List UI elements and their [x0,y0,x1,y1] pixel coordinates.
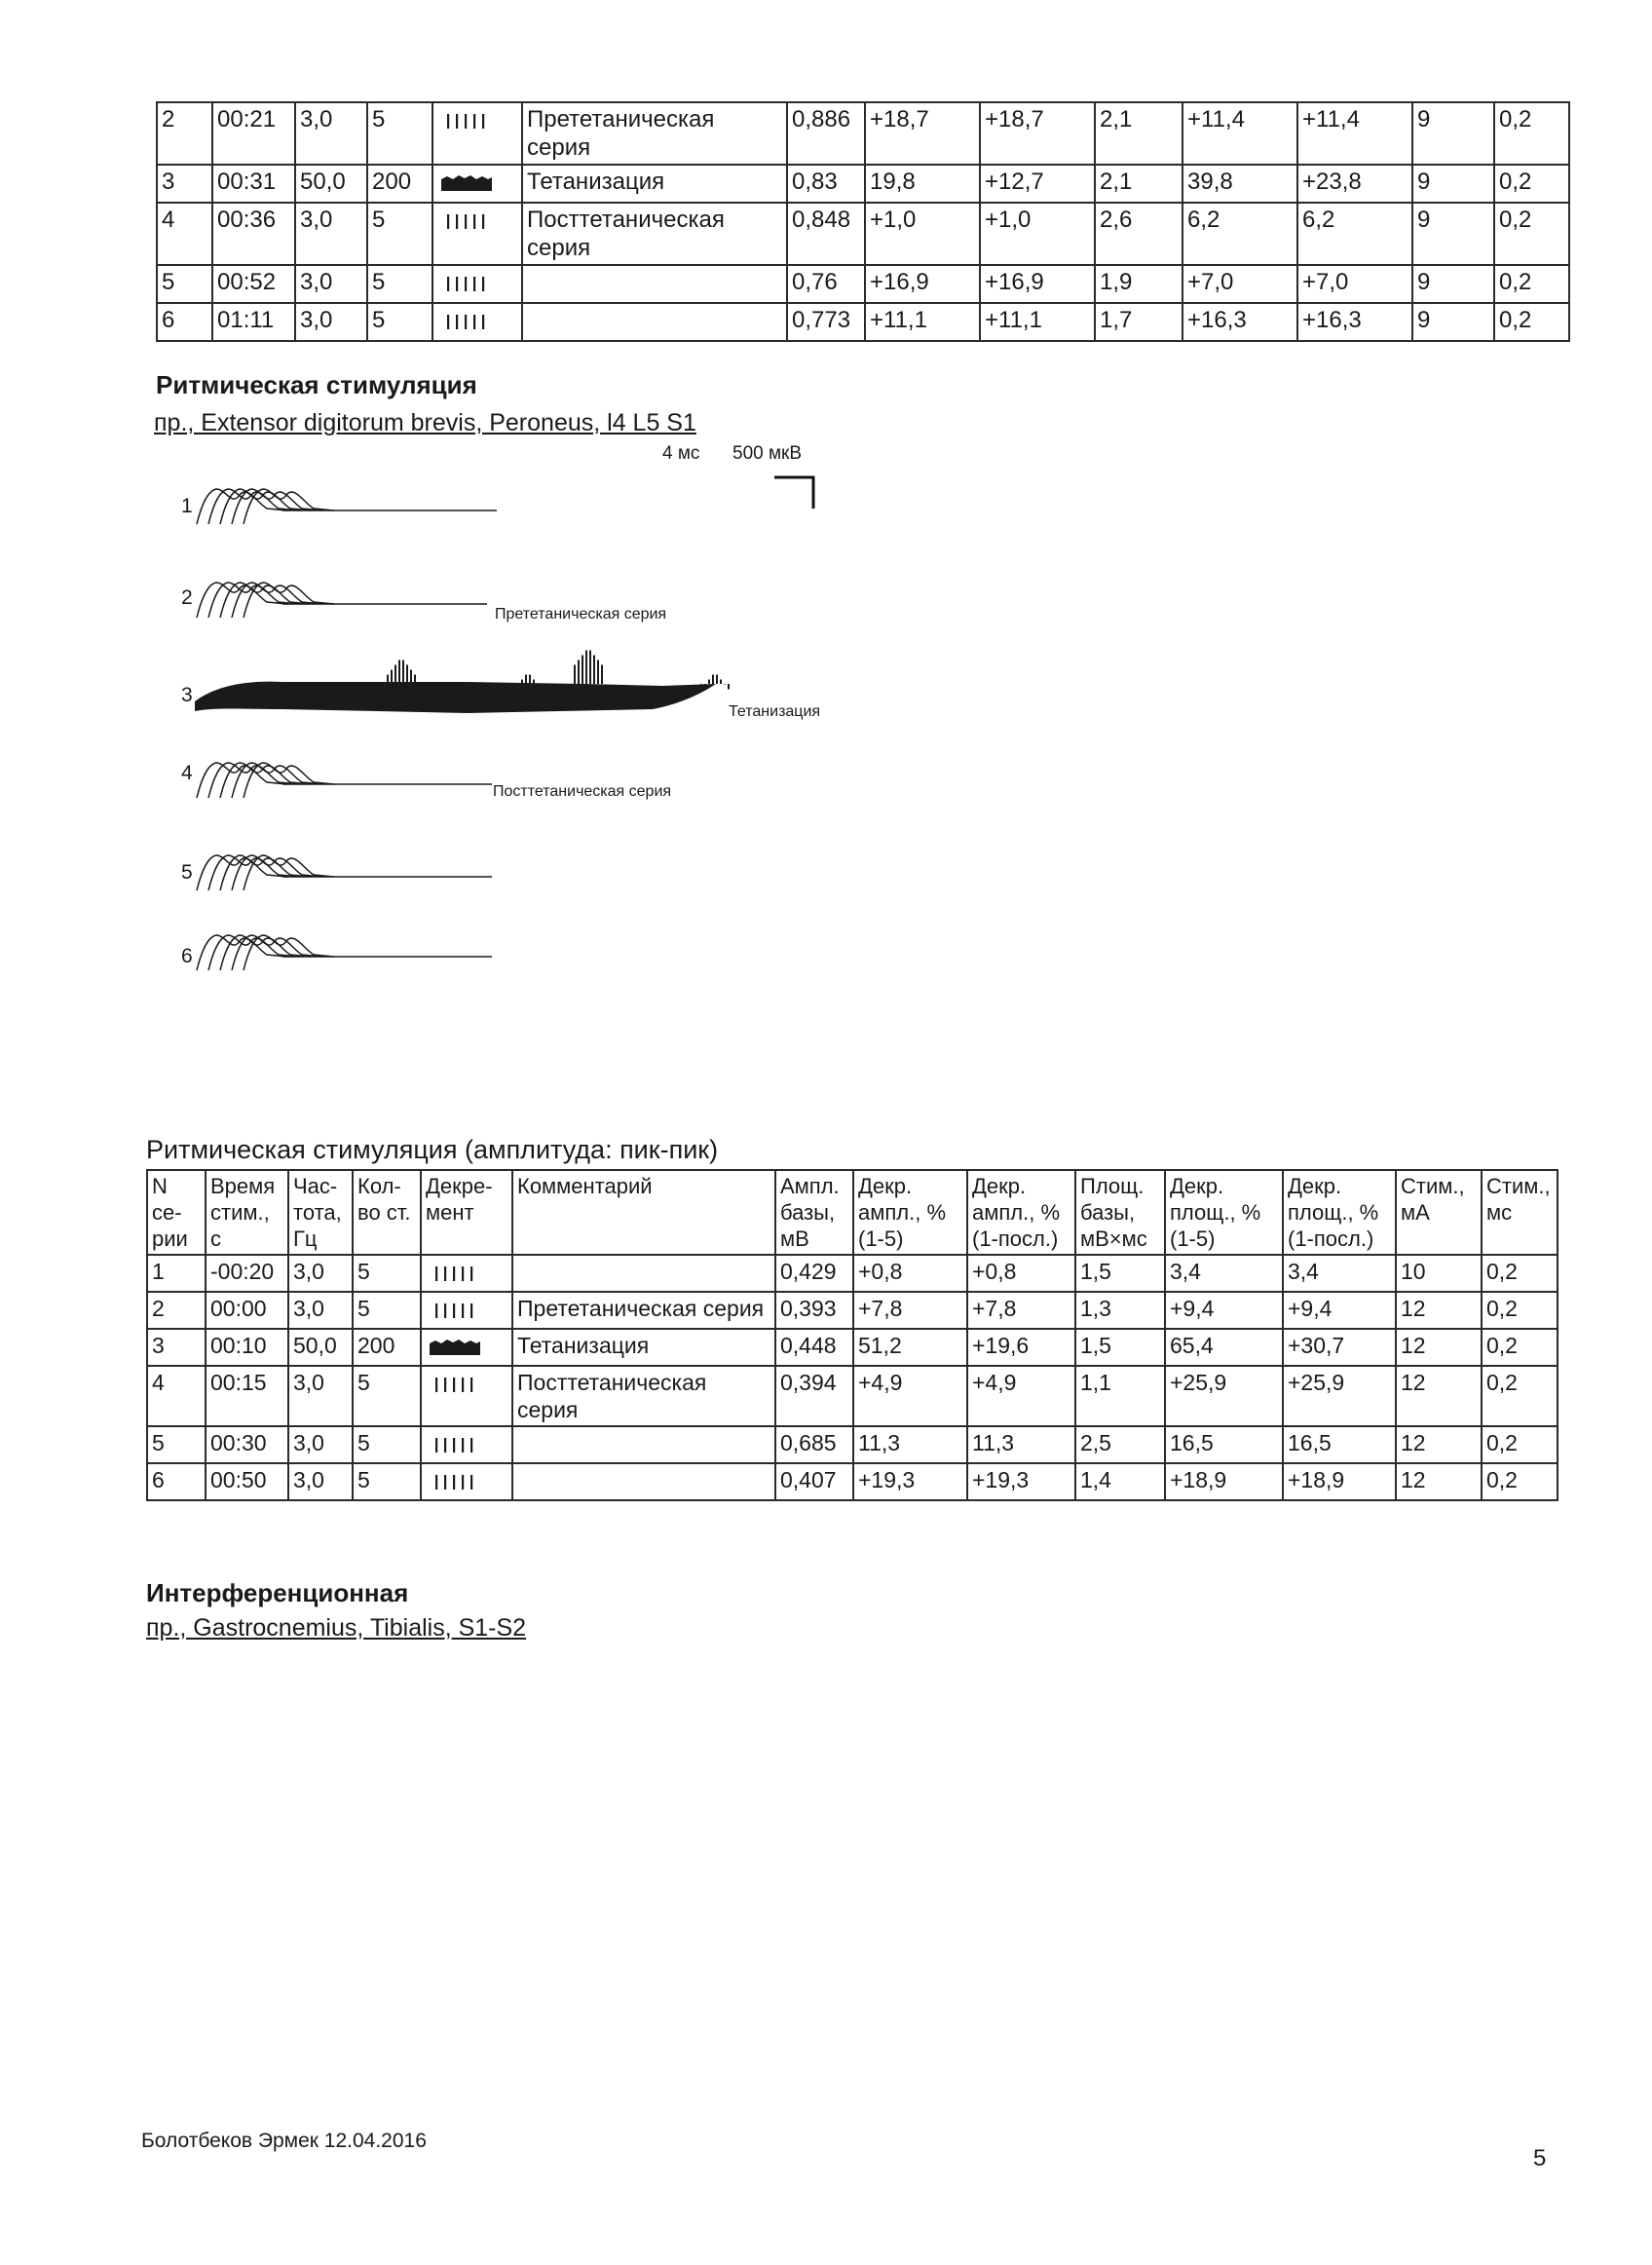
cell-series-n: 2 [147,1292,206,1329]
cell-count: 5 [353,1255,421,1292]
cell-stim-ms: 0,2 [1482,1329,1558,1366]
cell-series-n: 4 [147,1366,206,1426]
tetanic-block-icon [426,1338,484,1357]
cell-comment: Прететаническая серия [522,102,787,165]
cell-decr-ampl-1-5: +7,8 [853,1292,967,1329]
cell-area: 1,9 [1095,265,1183,303]
cell-series-n: 6 [147,1463,206,1500]
cell-decrement [421,1329,512,1366]
cell-stim-ma: 12 [1396,1366,1482,1426]
cell-stim-ma: 9 [1412,265,1494,303]
column-header: N се-рии [147,1170,206,1255]
table-header-row [147,1170,1558,1255]
cell-time: 00:10 [206,1329,288,1366]
cell-decrement [421,1366,512,1426]
scale-time-label: 4 мс [662,443,700,464]
cell-decr-ampl-1-5: +19,3 [853,1463,967,1500]
column-header: Стим., мА [1396,1170,1482,1255]
cell-decr-ampl-1-last: +16,9 [980,265,1095,303]
cell-frequency: 3,0 [288,1292,353,1329]
trace-4-wave [244,763,334,798]
cell-decr-area-1-5: +9,4 [1165,1292,1283,1329]
trace-1-wave [244,489,334,524]
scale-amplitude-label: 500 мкВ [732,443,803,464]
cell-count: 200 [367,165,432,203]
cell-decr-ampl-1-last: +7,8 [967,1292,1075,1329]
cell-decr-area-1-last: +18,9 [1283,1463,1396,1500]
column-header: Ампл. базы, мВ [775,1170,853,1255]
cell-decr-area-1-last: +16,3 [1297,303,1412,341]
cell-decr-ampl-1-5: 51,2 [853,1329,967,1366]
table-row [147,1426,1558,1463]
cell-frequency: 3,0 [288,1366,353,1426]
trace-area [175,477,857,994]
trace-number-2: 2 [181,586,193,609]
cell-decr-ampl-1-5: +1,0 [865,203,980,265]
section-title-rhythmic: Ритмическая стимуляция [156,370,477,399]
cell-decrement [432,203,522,265]
cell-decr-area-1-5: 39,8 [1183,165,1297,203]
cell-stim-ma: 9 [1412,303,1494,341]
cell-series-n: 1 [147,1255,206,1292]
cell-decr-area-1-5: 6,2 [1183,203,1297,265]
cell-count: 5 [367,303,432,341]
cell-count: 5 [367,265,432,303]
top-table-body [157,102,1569,341]
cell-decr-area-1-last: 16,5 [1283,1426,1396,1463]
cell-stim-ma: 12 [1396,1463,1482,1500]
cell-stim-ma: 10 [1396,1255,1482,1292]
cell-stim-ms: 0,2 [1494,102,1569,165]
cell-count: 200 [353,1329,421,1366]
cell-comment: Тетанизация [512,1329,775,1366]
stimulus-train-icon [426,1301,484,1320]
cell-stim-ma: 9 [1412,165,1494,203]
cell-series-n: 5 [147,1426,206,1463]
cell-amplitude: 0,407 [775,1463,853,1500]
tetanic-block-icon [437,173,496,193]
table-row [147,1292,1558,1329]
stimulus-train-icon [426,1472,484,1491]
trace-2-wave [244,583,334,618]
cell-decr-area-1-last: +23,8 [1297,165,1412,203]
cell-stim-ms: 0,2 [1494,165,1569,203]
cell-stim-ma: 9 [1412,102,1494,165]
cell-stim-ms: 0,2 [1494,203,1569,265]
cell-series-n: 5 [157,265,212,303]
stimulus-train-icon [437,274,496,293]
cell-decr-area-1-5: 3,4 [1165,1255,1283,1292]
cell-decrement [421,1426,512,1463]
section2-title: Ритмическая стимуляция (амплитуда: пик-пик) [146,1135,719,1164]
cell-area: 1,4 [1075,1463,1165,1500]
cell-time: 00:36 [212,203,295,265]
cell-time: 00:31 [212,165,295,203]
table-row [147,1463,1558,1500]
cell-amplitude: 0,685 [775,1426,853,1463]
cell-decr-area-1-5: +25,9 [1165,1366,1283,1426]
cell-decrement [421,1255,512,1292]
cell-time: 00:00 [206,1292,288,1329]
cell-frequency: 50,0 [288,1329,353,1366]
cell-decr-ampl-1-5: +4,9 [853,1366,967,1426]
section-subtitle-muscle: пр., Extensor digitorum brevis, Peroneus, l4 L5 S1 [154,409,696,436]
cell-decr-ampl-1-5: +0,8 [853,1255,967,1292]
cell-time: 00:30 [206,1426,288,1463]
cell-decrement [432,303,522,341]
cell-amplitude: 0,76 [787,265,865,303]
cell-frequency: 3,0 [288,1255,353,1292]
cell-frequency: 3,0 [295,265,367,303]
column-header: Стим., мс [1482,1170,1558,1255]
cell-comment [512,1426,775,1463]
cell-frequency: 3,0 [295,102,367,165]
cell-area: 2,6 [1095,203,1183,265]
cell-decr-area-1-5: +16,3 [1183,303,1297,341]
cell-stim-ma: 12 [1396,1292,1482,1329]
cell-comment: Посттетаническая серия [522,203,787,265]
cell-stim-ma: 12 [1396,1329,1482,1366]
cell-amplitude: 0,886 [787,102,865,165]
cell-decrement [421,1292,512,1329]
cell-stim-ms: 0,2 [1482,1463,1558,1500]
cell-decr-area-1-last: 3,4 [1283,1255,1396,1292]
cell-count: 5 [353,1426,421,1463]
cell-comment: Прететаническая серия [512,1292,775,1329]
cell-count: 5 [353,1292,421,1329]
column-header: Декр. ампл., % (1-посл.) [967,1170,1075,1255]
cell-area: 1,5 [1075,1255,1165,1292]
cell-comment: Посттетаническая серия [512,1366,775,1426]
table-row [147,1329,1558,1366]
stimulus-train-icon [426,1435,484,1454]
cell-decr-area-1-5: +11,4 [1183,102,1297,165]
cell-count: 5 [353,1366,421,1426]
top-results-table [156,101,1570,342]
cell-stim-ma: 9 [1412,203,1494,265]
cell-decr-ampl-1-last: +12,7 [980,165,1095,203]
trace-number-6: 6 [181,945,193,967]
cell-decrement [432,165,522,203]
cell-area: 1,5 [1075,1329,1165,1366]
column-header: Час-тота, Гц [288,1170,353,1255]
trace-label-pretetanic: Прететаническая серия [495,606,667,623]
table-row [157,102,1569,165]
trace-number-5: 5 [181,861,193,884]
table-row [157,265,1569,303]
cell-area: 1,1 [1075,1366,1165,1426]
cell-time: 00:50 [206,1463,288,1500]
cell-time: -00:20 [206,1255,288,1292]
cell-stim-ms: 0,2 [1482,1366,1558,1426]
stimulus-train-icon [437,111,496,131]
cell-decr-area-1-5: +18,9 [1165,1463,1283,1500]
cell-decr-area-1-last: 6,2 [1297,203,1412,265]
cell-decr-area-1-last: +7,0 [1297,265,1412,303]
stimulus-train-icon [426,1264,484,1283]
peak-to-peak-results-table [146,1169,1558,1501]
trace-number-1: 1 [181,495,193,517]
cell-decr-area-1-last: +9,4 [1283,1292,1396,1329]
table-row [157,203,1569,265]
trace-label-posttetanic: Посттетаническая серия [493,783,672,800]
cell-count: 5 [367,203,432,265]
cell-frequency: 3,0 [295,303,367,341]
cell-area: 2,1 [1095,102,1183,165]
trace-5-wave [244,855,334,890]
cell-decr-area-1-5: 16,5 [1165,1426,1283,1463]
footer-author-date: Болотбеков Эрмек 12.04.2016 [141,2130,427,2152]
cell-stim-ms: 0,2 [1494,265,1569,303]
cell-frequency: 3,0 [288,1463,353,1500]
cell-decr-ampl-1-last: +11,1 [980,303,1095,341]
cell-area: 2,1 [1095,165,1183,203]
cell-decr-ampl-1-last: +18,7 [980,102,1095,165]
cell-amplitude: 0,448 [775,1329,853,1366]
peak-table-body [147,1170,1558,1500]
cell-decr-ampl-1-5: +16,9 [865,265,980,303]
cell-decr-area-1-last: +11,4 [1297,102,1412,165]
cell-comment [522,303,787,341]
cell-frequency: 50,0 [295,165,367,203]
cell-decr-area-1-last: +25,9 [1283,1366,1396,1426]
cell-stim-ms: 0,2 [1482,1255,1558,1292]
cell-decr-ampl-1-last: +0,8 [967,1255,1075,1292]
column-header: Комментарий [512,1170,775,1255]
section-subtitle-interference: пр., Gastrocnemius, Tibialis, S1-S2 [146,1614,527,1642]
column-header: Площ. базы, мВ×мс [1075,1170,1165,1255]
cell-area: 1,3 [1075,1292,1165,1329]
cell-count: 5 [353,1463,421,1500]
table-row [157,303,1569,341]
table-row [147,1255,1558,1292]
column-header: Декре-мент [421,1170,512,1255]
cell-time: 00:15 [206,1366,288,1426]
cell-amplitude: 0,848 [787,203,865,265]
stimulus-train-icon [426,1375,484,1394]
cell-decr-ampl-1-5: 11,3 [853,1426,967,1463]
cell-decr-area-1-last: +30,7 [1283,1329,1396,1366]
cell-decrement [432,265,522,303]
cell-decr-ampl-1-last: +19,3 [967,1463,1075,1500]
cell-comment [512,1255,775,1292]
stimulus-train-icon [437,211,496,231]
cell-decr-ampl-1-last: +4,9 [967,1366,1075,1426]
cell-frequency: 3,0 [288,1426,353,1463]
cell-stim-ms: 0,2 [1494,303,1569,341]
cell-decrement [432,102,522,165]
cell-time: 01:11 [212,303,295,341]
trace-number-4: 4 [181,762,193,784]
trace-number-3: 3 [181,684,193,706]
cell-series-n: 2 [157,102,212,165]
cell-decr-ampl-1-last: +19,6 [967,1329,1075,1366]
table-row [147,1366,1558,1426]
table-row [157,165,1569,203]
cell-decr-area-1-5: 65,4 [1165,1329,1283,1366]
cell-decr-ampl-1-last: 11,3 [967,1426,1075,1463]
cell-series-n: 4 [157,203,212,265]
cell-comment [512,1463,775,1500]
cell-amplitude: 0,393 [775,1292,853,1329]
cell-amplitude: 0,83 [787,165,865,203]
column-header: Время стим., с [206,1170,288,1255]
column-header: Кол-во ст. [353,1170,421,1255]
column-header: Декр. площ., % (1-посл.) [1283,1170,1396,1255]
cell-decr-area-1-5: +7,0 [1183,265,1297,303]
page-number: 5 [1533,2145,1547,2171]
cell-amplitude: 0,773 [787,303,865,341]
cell-series-n: 3 [157,165,212,203]
cell-stim-ma: 12 [1396,1426,1482,1463]
cell-frequency: 3,0 [295,203,367,265]
cell-time: 00:52 [212,265,295,303]
cell-comment: Тетанизация [522,165,787,203]
cell-decr-ampl-1-5: 19,8 [865,165,980,203]
cell-decr-ampl-1-5: +11,1 [865,303,980,341]
cell-series-n: 3 [147,1329,206,1366]
cell-amplitude: 0,429 [775,1255,853,1292]
cell-amplitude: 0,394 [775,1366,853,1426]
trace-label-tetanization: Тетанизация [729,703,821,720]
cell-area: 1,7 [1095,303,1183,341]
cell-area: 2,5 [1075,1426,1165,1463]
column-header: Декр. площ., % (1-5) [1165,1170,1283,1255]
column-header: Декр. ампл., % (1-5) [853,1170,967,1255]
cell-decr-ampl-1-last: +1,0 [980,203,1095,265]
section-title-interference: Интерференционная [146,1578,409,1607]
cell-decrement [421,1463,512,1500]
cell-stim-ms: 0,2 [1482,1426,1558,1463]
trace-3-tetanic-block [195,682,716,713]
cell-stim-ms: 0,2 [1482,1292,1558,1329]
stimulus-train-icon [437,312,496,331]
cell-time: 00:21 [212,102,295,165]
cell-decr-ampl-1-5: +18,7 [865,102,980,165]
cell-count: 5 [367,102,432,165]
cell-series-n: 6 [157,303,212,341]
cell-comment [522,265,787,303]
trace-6-wave [244,935,334,970]
